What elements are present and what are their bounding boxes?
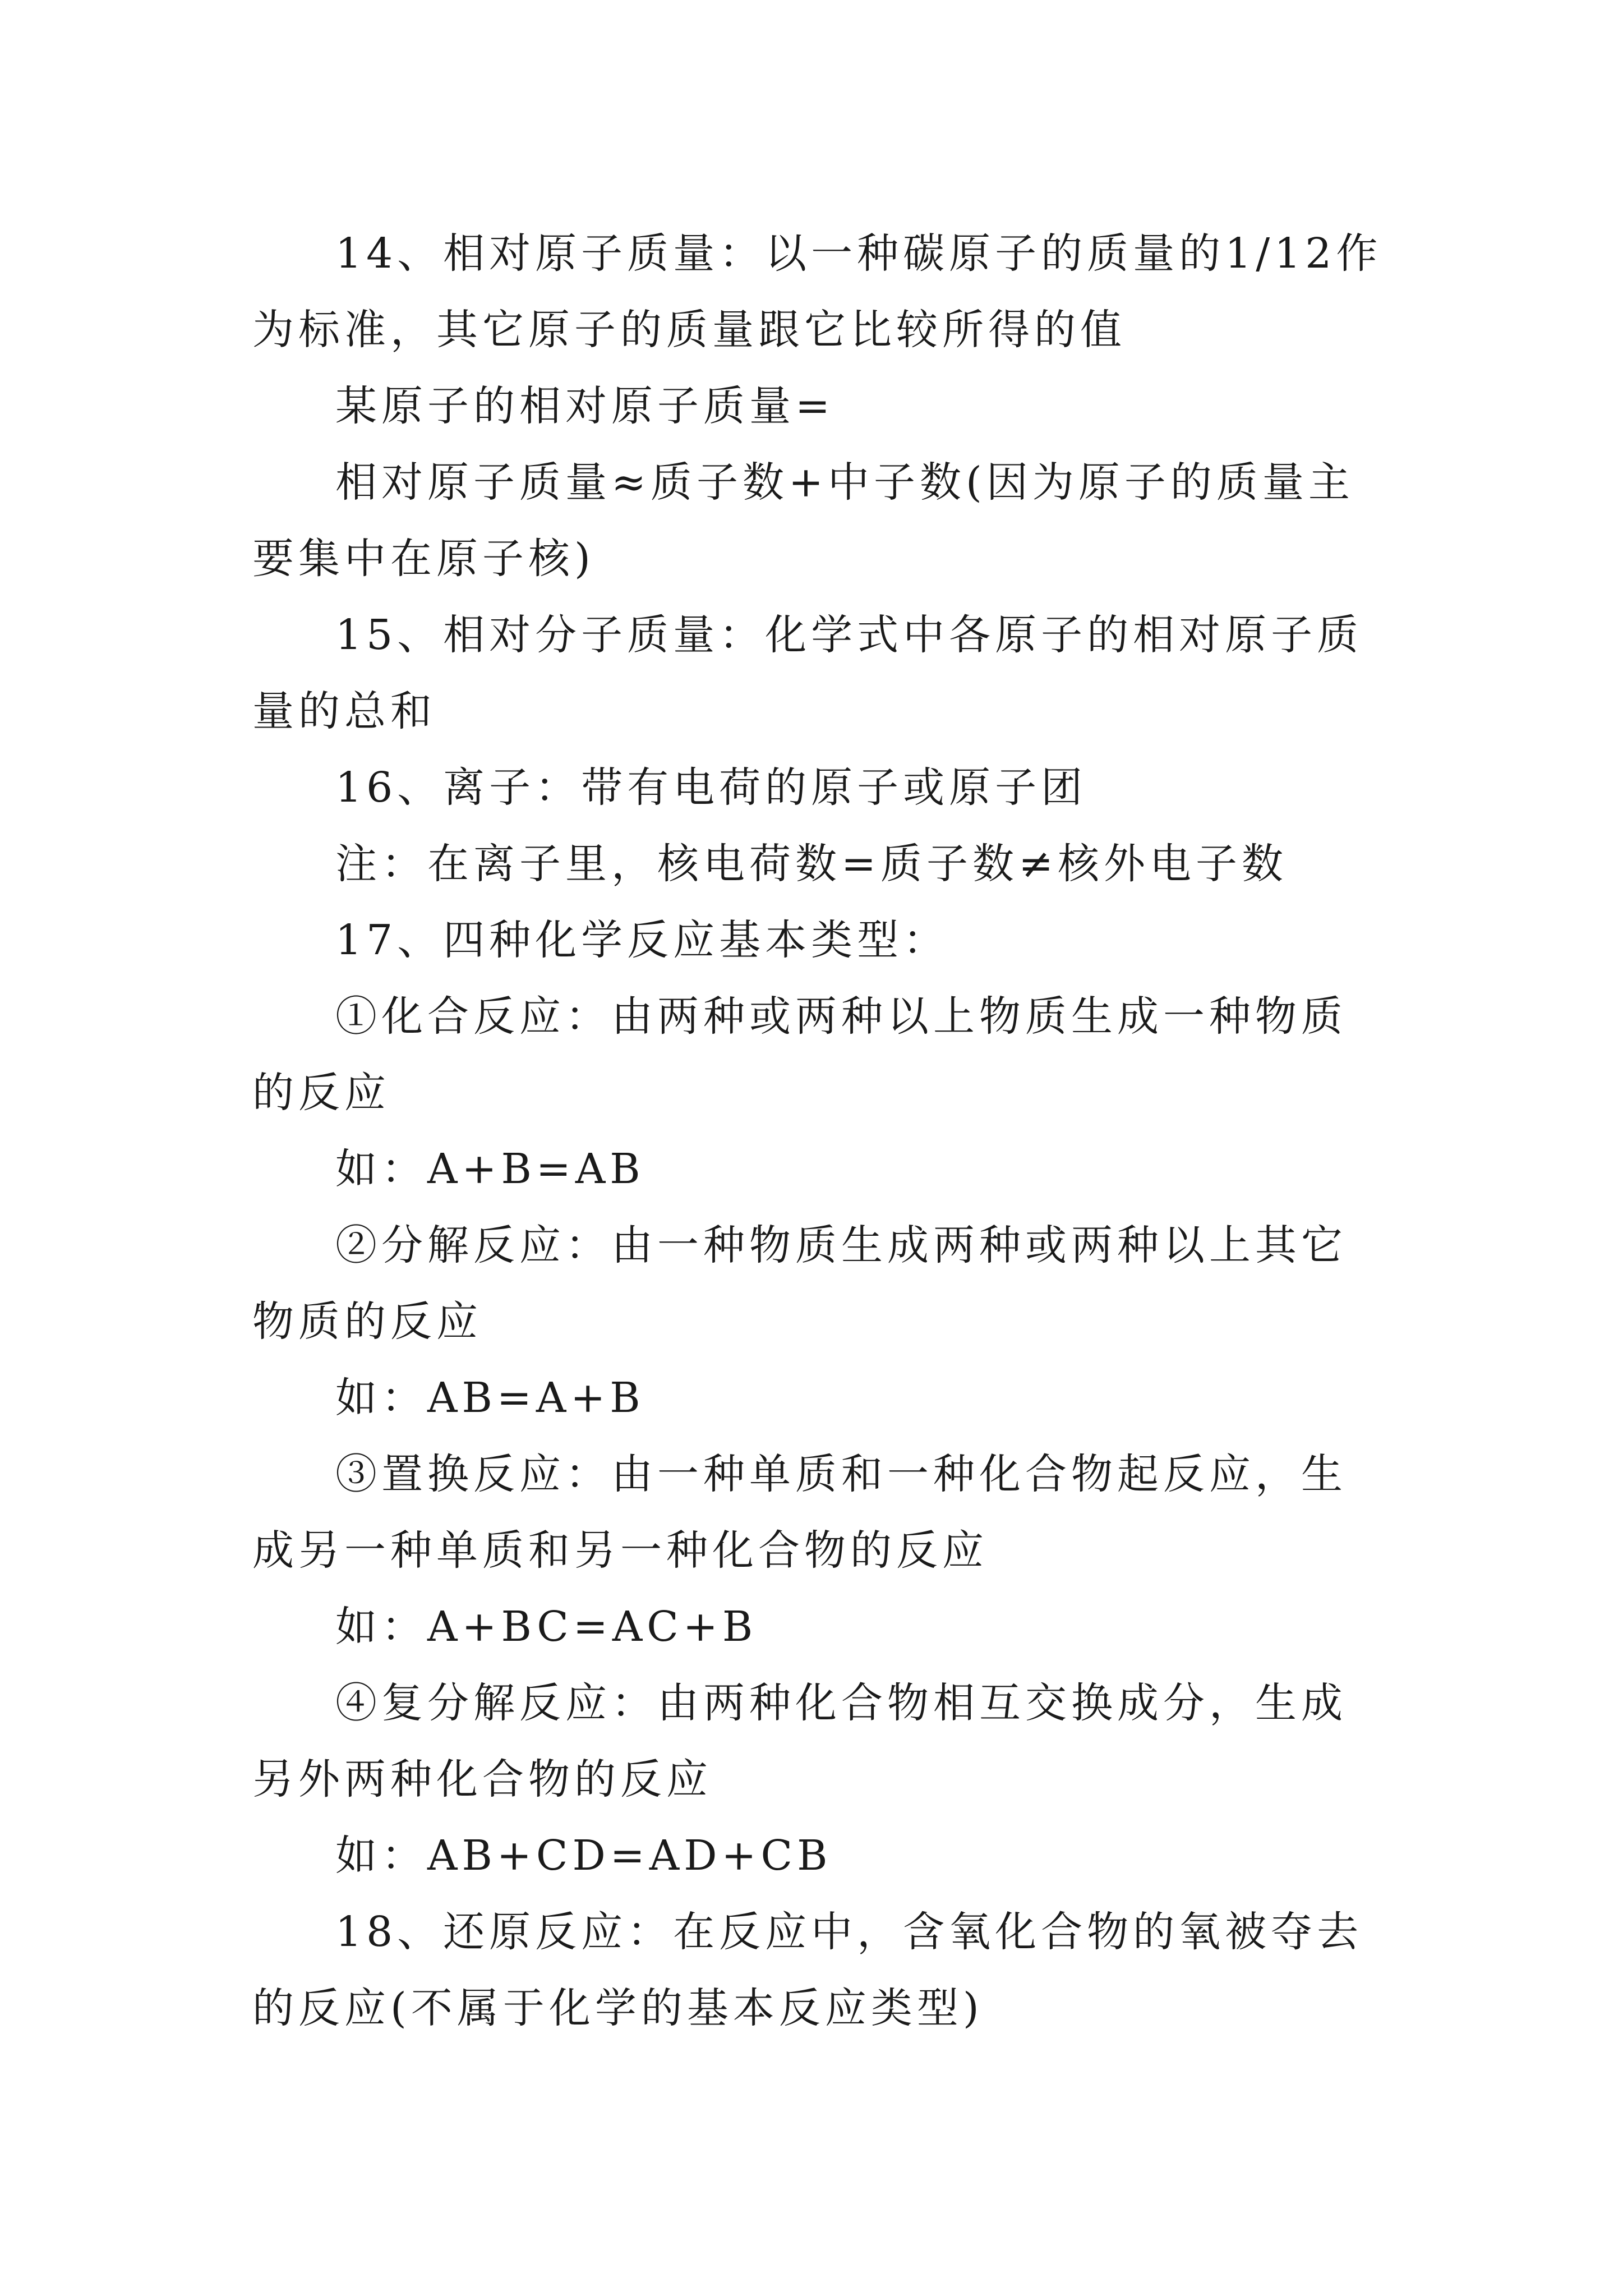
paragraph-ion-note: 注：在离子里，核电荷数=质子数≠核外电子数 xyxy=(335,840,1288,888)
paragraph-decomposition-example: 如：AB=A+B xyxy=(335,1374,645,1422)
document-body xyxy=(252,215,1385,2046)
paragraph-reduction-reaction: 18、还原反应：在反应中，含氧化合物的氧被夺去的反应(不属于化学的基本反应类型) xyxy=(252,1908,1363,2032)
paragraph-atom-relative-mass-formula: 某原子的相对原子质量= xyxy=(335,382,835,430)
paragraph-combination-reaction: ①化合反应：由两种或两种以上物质生成一种物质的反应 xyxy=(252,992,1347,1117)
paragraph-displacement-example: 如：A+BC=AC+B xyxy=(335,1603,758,1651)
paragraph-relative-molecular-mass: 15、相对分子质量：化学式中各原子的相对原子质量的总和 xyxy=(252,611,1363,735)
paragraph-mass-approximation: 相对原子质量≈质子数+中子数(因为原子的质量主要集中在原子核) xyxy=(252,458,1354,583)
paragraph-reaction-types-heading: 17、四种化学反应基本类型： xyxy=(335,916,949,964)
paragraph-double-decomposition-reaction: ④复分解反应：由两种化合物相互交换成分，生成另外两种化合物的反应 xyxy=(252,1679,1347,1803)
paragraph-combination-example: 如：A+B=AB xyxy=(335,1145,645,1193)
paragraph-displacement-reaction: ③置换反应：由一种单质和一种化合物起反应，生成另一种单质和另一种化合物的反应 xyxy=(252,1450,1347,1575)
paragraph-decomposition-reaction: ②分解反应：由一种物质生成两种或两种以上其它物质的反应 xyxy=(252,1221,1347,1346)
paragraph-double-decomposition-example: 如：AB+CD=AD+CB xyxy=(335,1832,832,1880)
paragraph-relative-atomic-mass: 14、相对原子质量：以一种碳原子的质量的1/12作为标准，其它原子的质量跟它比较所得的值 xyxy=(252,229,1382,354)
paragraph-ion-definition: 16、离子：带有电荷的原子或原子团 xyxy=(335,763,1087,812)
